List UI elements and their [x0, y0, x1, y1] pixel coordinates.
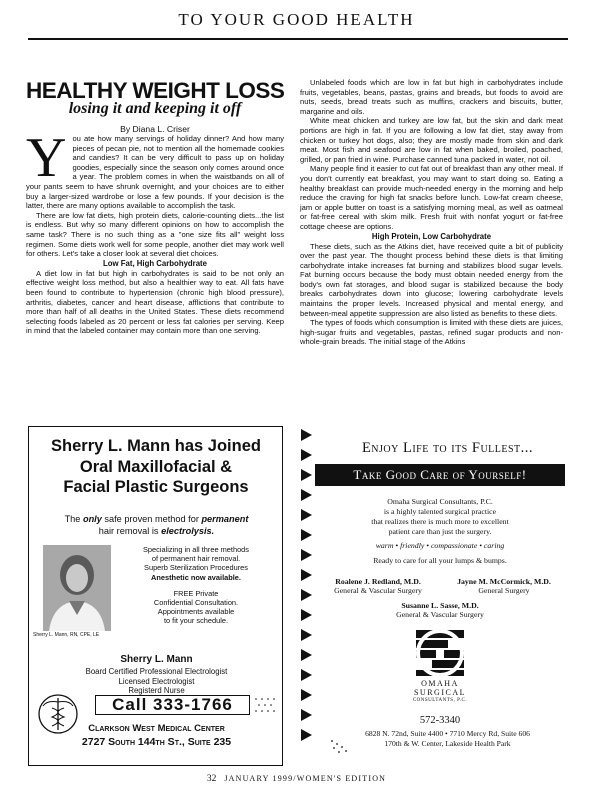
- doctor-entry: [443, 577, 565, 595]
- tag-text: hair removal is: [98, 526, 162, 536]
- medical-center-name: Clarkson West Medical Center: [88, 723, 225, 734]
- electrolysis-ad: [28, 426, 283, 766]
- logo-text: OMAHA: [421, 679, 459, 688]
- phone-number: 572-3340: [419, 715, 461, 726]
- medical-center-address: 2727 South 144th St., Suite 235: [81, 736, 232, 748]
- drop-cap: Y: [26, 127, 67, 189]
- intro-text: ou ate how many servings of holiday dinner? And how many pieces of pecan pie, not to mention all the homemade cookies and candies? It can be very difficult to pass up on holiday goodies, especially since the season only comes around once a year. The problem comes in when the waistbands on all of your pants seem to have shrunk overnight, and your choices are to either buy a larger-sized wardrobe or lose a few pounds. If your decision is the latter, there are many options available to accomplish the task.: [26, 134, 284, 211]
- doctor-name: Susanne L. Sasse, M.D.: [401, 601, 479, 610]
- ad-tagline: Ready to care for all your lumps & bumps.: [373, 556, 507, 565]
- address-line: 6828 N. 72nd, Suite 4400 • 7710 Mercy Rd, Suite 606: [365, 729, 530, 738]
- article-byline: By Diana L. Criser: [120, 124, 190, 134]
- page-number: 32: [206, 774, 217, 784]
- portrait-image: [43, 545, 111, 631]
- article-paragraph: Unlabeled foods which are low in fat but high in carbohydrates include fruits, vegetables, beans, pastas, grains and breads, but foods to avoid are nuts, seeds, bread treats such as muffins, crackers and biscuits, butter, margarine and oils.: [300, 78, 563, 116]
- doctor-specialty: General & Vascular Surgery: [334, 586, 422, 595]
- tag-text: safe proven method for: [101, 514, 202, 524]
- address-line: 170th & W. Center, Lakeside Health Park: [384, 738, 511, 748]
- practice-address: [330, 729, 565, 748]
- tag-emphasis: permanent: [201, 514, 249, 524]
- portrait-photo: [43, 545, 111, 631]
- article-paragraph: A diet low in fat but high in carbohydrates is said to be not only an effective weight loss method, but also a healthier way to eat. All fats have been found to contribute to hypertension (chronic high blood pressure), arthritis, diabetes, cancer and heart disease, afflictions that contribute to more than half of all deaths in the United States. These diets recommend selecting foods labeled as 20 percent or less fat calories per serving. Keep in mind that the labeled container may contain more than one serving.: [26, 268, 284, 336]
- doctor-entry: [355, 601, 525, 619]
- header-rule: [28, 38, 568, 40]
- doctor-specialty: General & Vascular Surgery: [396, 610, 484, 619]
- tag-emphasis: electrolysis.: [161, 526, 215, 536]
- edition-label: JANUARY 1999/WOMEN'S EDITION: [224, 774, 387, 783]
- logo-text: CONSULTANTS, P.C.: [412, 698, 468, 703]
- ad-body-line: is a highly talented surgical practice: [383, 507, 497, 516]
- credential-line: Registerd Nurse: [128, 686, 185, 695]
- doctor-name: Jayne M. McCormick, M.D.: [457, 577, 551, 586]
- photo-caption: Sherry L. Mann, RN, CPE, LE: [33, 632, 100, 638]
- tag-text: The: [64, 514, 83, 524]
- service-line: Superb Sterilization Procedures: [144, 563, 248, 573]
- ad-headline-line: Sherry L. Mann has Joined: [51, 437, 261, 455]
- credential-line: Board Certified Professional Electrologist: [85, 667, 228, 676]
- ad-tagline: [35, 514, 278, 524]
- ad-body-line: Omaha Surgical Consultants, P.C.: [387, 497, 493, 506]
- ad-headline: Enjoy Life to its Fullest...: [361, 440, 534, 456]
- service-line: of permanent hair removal.: [151, 554, 241, 564]
- ad-headline-line: Facial Plastic Surgeons: [63, 478, 249, 496]
- ad-headline-line: Oral Maxillofacial &: [79, 457, 233, 476]
- ad-headline: [37, 436, 275, 498]
- section-header: TO YOUR GOOD HEALTH: [178, 10, 415, 29]
- service-list: [115, 545, 277, 626]
- article-subtitle: losing it and keeping it off: [68, 100, 242, 117]
- practitioner-name: Sherry L. Mann: [120, 654, 193, 665]
- consult-line: Confidential Consultation.: [153, 598, 239, 608]
- article-paragraph: White meat chicken and turkey are low fat, but the skin and dark meat portions are high in fat. If you are following a low fat diet, stay away from chicken or turkey hot dogs, also; they are mostly made from skin and dark meat. Most fish and seafood are low in fat when baked, broiled, poached, grilled, or pan fried in wine. Purchase canned tuna packed in water, not oil.: [300, 116, 563, 164]
- omaha-surgical-logo-icon: [408, 628, 472, 678]
- doctor-specialty: General Surgery: [478, 586, 530, 595]
- article-column-right: [300, 78, 563, 347]
- article-title: HEALTHY WEIGHT LOSS: [26, 78, 285, 103]
- article-paragraph: These diets, such as the Atkins diet, have received quite a bit of publicity over the past year. The thought process behind these diets is that limiting carbohydrate intake increases fat burning and stabilizes blood sugar levels. Fat burning occurs because the body must obtain needed energy from the body's own fat storages, and blood sugar is stabilized because the body breaks carbohydrates down into glucose; lowering carbohydrate levels maintains the proper levels. Increased physical and mental energy, and between-meal appetite suppression are also listed as benefits to these diets.: [300, 241, 563, 318]
- dot-pattern-icon: [330, 738, 348, 756]
- consult-line: Appointments available: [157, 607, 235, 617]
- article-subheading: High Protein, Low Carbohydrate: [371, 231, 492, 241]
- article-paragraph: The types of foods which consumption is limited with these diets are juices, high-sugar fruits and vegetables, pastas, refined sugar products and non-whole-grain breads. The initial stage of the Atkins: [300, 318, 563, 347]
- article-subheading: Low Fat, High Carbohydrate: [103, 258, 207, 268]
- consult-line: FREE Private: [173, 588, 219, 598]
- ad-body-line: that realizes there is much more to excellent: [371, 517, 509, 526]
- service-line: Specializing in all three methods: [143, 545, 249, 554]
- doctor-entry: [318, 577, 438, 595]
- logo-text: SURGICAL: [413, 687, 466, 697]
- logo-wordmark: [390, 680, 490, 706]
- article-paragraph: There are low fat diets, high protein diets, calorie-counting diets...the list is endless. But why so many different opinions on how to accomplish the same task? There is no such thing as a "one size fits all" weight loss regimen. Some diets work well for some people, another diet may work well for others. Let's take a closer look at several diet choices.: [26, 210, 284, 259]
- dot-pattern-icon: [253, 695, 277, 715]
- phone-number: Call 333-1766: [95, 695, 250, 715]
- article-paragraph: Many people find it easier to cut fat out of breakfast than any other meal. If you don't currently eat breakfast, you may want to start doing so. Eating a healthy breakfast can provide much-needed energy in the morning and help reduce the craving for high fat snacks before lunch. Low-fat cream cheese, jam or apple butter on toast is a satisfying morning meal, as well as oatmeal or fat-free cereal with skim milk. Fresh fruit with nonfat yogurt or fat-free cottage cheese are options.: [300, 164, 563, 231]
- page-footer: [0, 774, 593, 784]
- tag-emphasis: only: [82, 514, 102, 524]
- ad-body-line: patient care than just the surgery.: [388, 527, 492, 536]
- credential-line: Licensed Electrologist: [118, 676, 195, 686]
- arrow-border-icon: [300, 427, 314, 757]
- ad-banner: Take Good Care of Yourself!: [315, 464, 565, 486]
- service-line: Anesthetic now available.: [151, 572, 241, 582]
- spacer: [115, 582, 277, 589]
- ad-tagline: [35, 526, 278, 536]
- consult-line: to fit your schedule.: [163, 616, 229, 626]
- ad-body-text: [315, 497, 565, 566]
- ad-traits: warm • friendly • compassionate • caring: [375, 541, 505, 550]
- doctor-name: Roalene J. Redland, M.D.: [335, 577, 421, 586]
